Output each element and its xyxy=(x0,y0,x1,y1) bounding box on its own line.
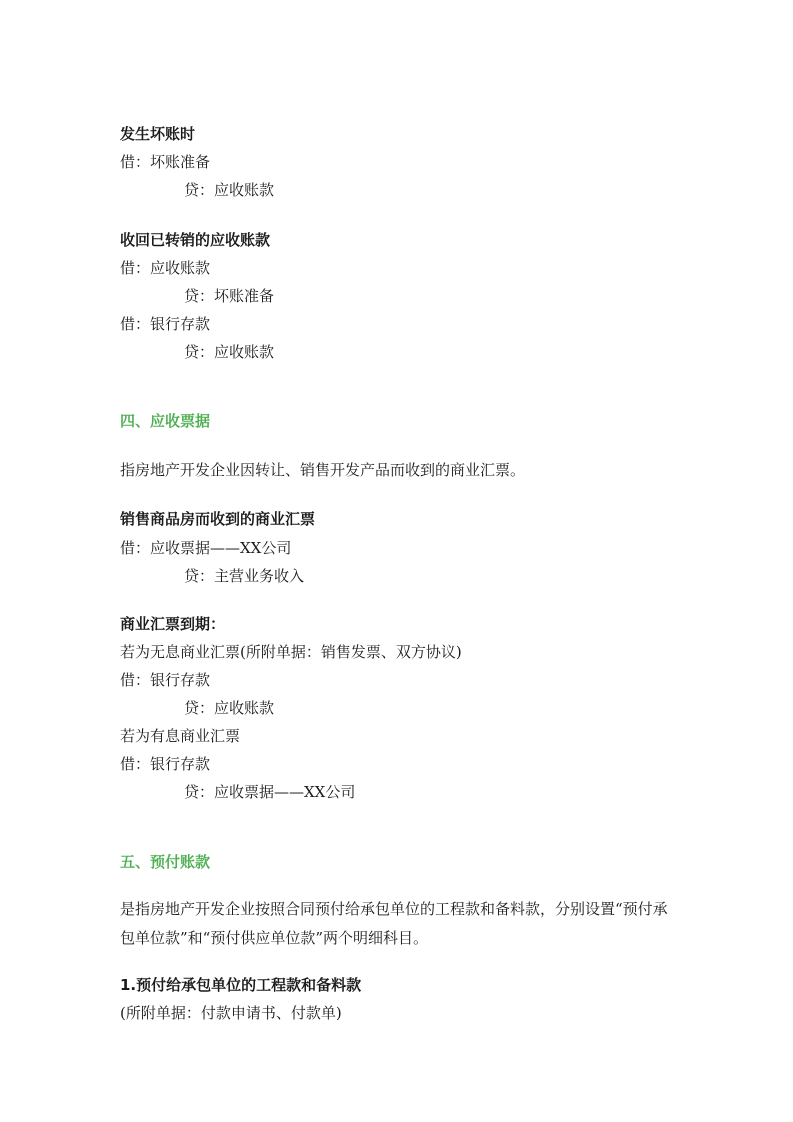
recover-heading: 收回已转销的应收账款 xyxy=(120,231,271,249)
journal-credit-line: 贷：主营业务收入 xyxy=(184,567,305,585)
journal-debit-line: 借：银行存款 xyxy=(120,755,211,773)
maturity-heading: 商业汇票到期： xyxy=(120,615,226,633)
journal-debit-line: 借：应收账款 xyxy=(120,259,211,277)
journal-debit-line: 借：银行存款 xyxy=(120,315,211,333)
journal-debit-line: 借：银行存款 xyxy=(120,671,211,689)
sale-notes-heading: 销售商品房而收到的商业汇票 xyxy=(120,510,316,528)
journal-credit-line: 贷：应收账款 xyxy=(184,699,275,717)
section-description: 指房地产开发企业因转让、销售开发产品而收到的商业汇票。 xyxy=(120,461,526,479)
journal-credit-line: 贷：应收票据——XX公司 xyxy=(184,783,356,801)
journal-debit-line: 借：应收票据——XX公司 xyxy=(120,539,292,557)
section-heading-prepayments: 五、预付账款 xyxy=(120,853,211,871)
section-description: 是指房地产开发企业按照合同预付给承包单位的工程款和备料款，分别设置“预付承包单位款”和“预付供应单位款”两个明细科目。 xyxy=(120,900,668,947)
journal-credit-line: 贷：应收账款 xyxy=(184,343,275,361)
subsection-heading: 1.预付给承包单位的工程款和备料款 xyxy=(120,976,362,994)
condition-line: 若为无息商业汇票(所附单据：销售发票、双方协议) xyxy=(120,643,462,661)
journal-debit-line: 借：坏账准备 xyxy=(120,153,211,171)
attachment-note: (所附单据：付款申请书、付款单) xyxy=(120,1004,342,1022)
bad-debt-heading: 发生坏账时 xyxy=(120,125,196,143)
journal-credit-line: 贷：坏账准备 xyxy=(184,287,275,305)
section-heading-notes-receivable: 四、应收票据 xyxy=(120,412,211,430)
journal-credit-line: 贷：应收账款 xyxy=(184,181,275,199)
condition-line: 若为有息商业汇票 xyxy=(120,727,241,745)
